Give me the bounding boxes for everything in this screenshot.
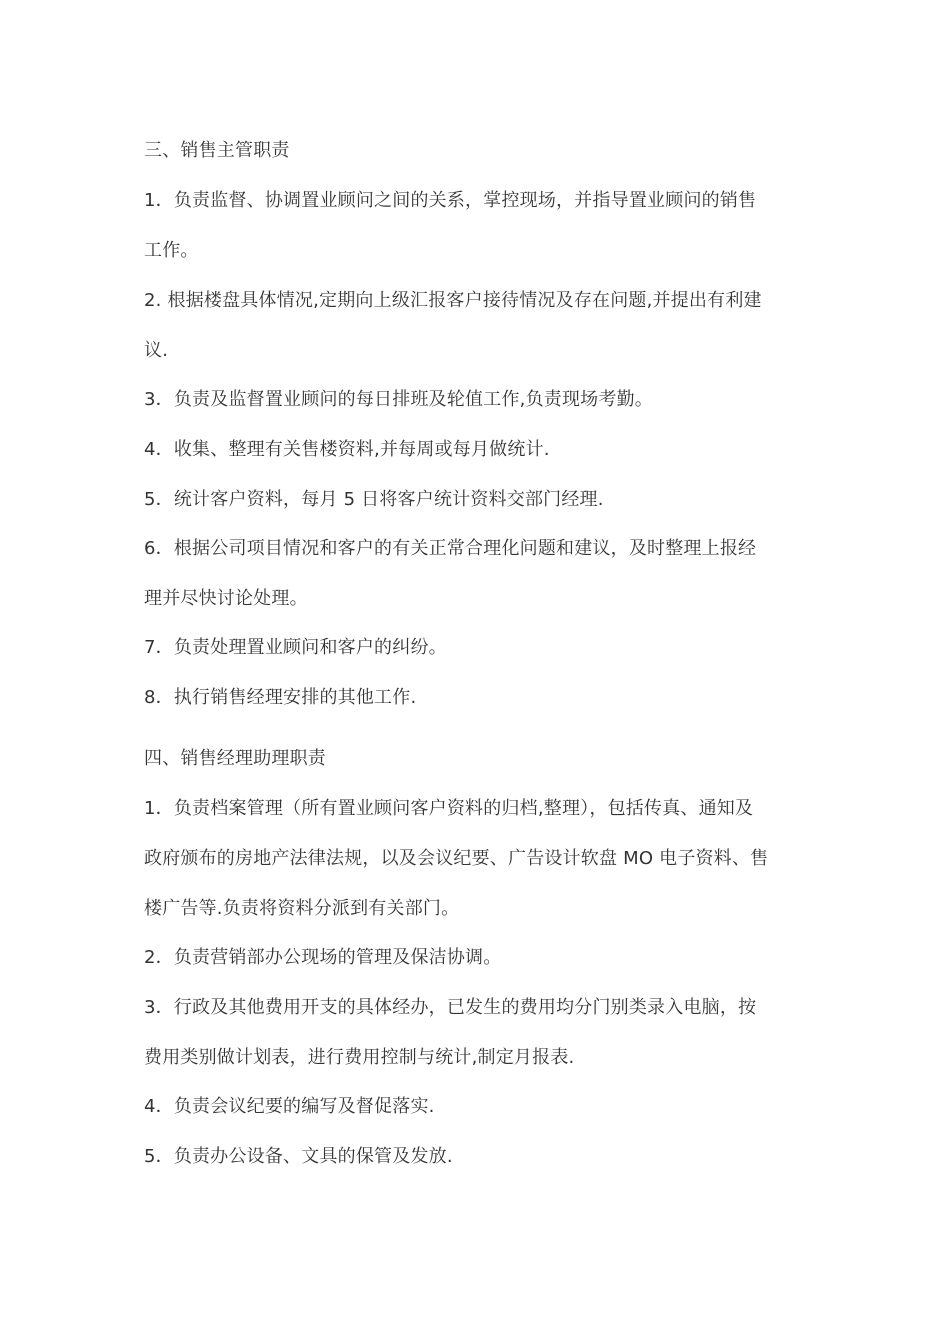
section4-line-8: 5．负责办公设备、文具的保管及发放. [144, 1146, 453, 1167]
section3-line-9: 理并尽快讨论处理。 [144, 588, 308, 609]
section4-line-1: 1．负责档案管理（所有置业顾问客户资料的归档,整理），包括传真、通知及 [144, 798, 754, 819]
section3-line-2: 工作。 [144, 240, 199, 261]
section4-line-3: 楼广告等.负责将资料分派到有关部门。 [144, 898, 460, 919]
section3-line-3: 2. 根据楼盘具体情况,定期向上级汇报客户接待情况及存在问题,并提出有利建 [144, 290, 762, 311]
section3-line-11: 8．执行销售经理安排的其他工作. [144, 687, 417, 708]
section3-heading: 三、销售主管职责 [144, 140, 290, 161]
section4-line-5: 3．行政及其他费用开支的具体经办，已发生的费用均分门别类录入电脑，按 [144, 997, 757, 1018]
section3-line-4: 议. [144, 340, 169, 361]
section3-line-8: 6．根据公司项目情况和客户的有关正常合理化问题和建议，及时整理上报经 [144, 538, 757, 559]
section4-line-6: 费用类别做计划表，进行费用控制与统计,制定月报表. [144, 1047, 575, 1068]
section3-line-7: 5．统计客户资料，每月 5 日将客户统计资料交部门经理. [144, 489, 604, 510]
section3-line-10: 7．负责处理置业顾问和客户的纠纷。 [144, 637, 447, 658]
section4-line-7: 4．负责会议纪要的编写及督促落实. [144, 1096, 435, 1117]
section3-line-1: 1．负责监督、协调置业顾问之间的关系，掌控现场，并指导置业顾问的销售 [144, 190, 757, 211]
section3-line-6: 4．收集、整理有关售楼资料,并每周或每月做统计. [144, 439, 550, 460]
section4-heading: 四、销售经理助理职责 [144, 748, 326, 769]
section4-line-2: 政府颁布的房地产法律法规，以及会议纪要、广告设计软盘 MO 电子资料、售 [144, 848, 769, 869]
section3-line-5: 3．负责及监督置业顾问的每日排班及轮值工作,负责现场考勤。 [144, 389, 653, 410]
section4-line-4: 2．负责营销部办公现场的管理及保洁协调。 [144, 947, 502, 968]
